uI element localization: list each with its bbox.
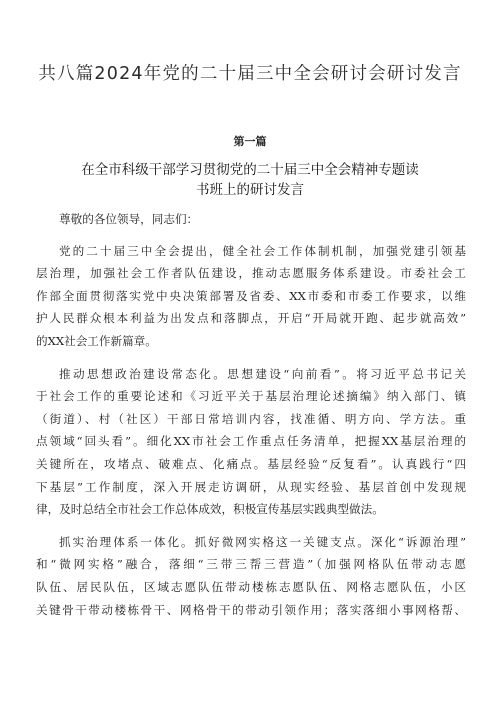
paragraph-line: 党的二十届三中全会提出，健全社会工作体制机制，加强党建引领基 xyxy=(59,243,466,258)
paragraph-line: 层治理，加强社会工作者队伍建设，推动志愿服务体系建设。市委社会工 xyxy=(36,266,466,281)
paragraph-line: 律，及时总结全市社会工作总体成效，积极宣传基层实践典型做法。 xyxy=(36,502,384,517)
paragraph-line: 关键所在，攻堵点、破难点、化痛点。基层经验“反复看”。认真践行“四 xyxy=(36,456,466,471)
paragraph-line: 和“微网实格”融合，落细“三带三帮三营造”（加强网格队伍带动志愿 xyxy=(36,557,466,572)
paragraph-line: 队伍、居民队伍，区域志愿队伍带动楼栋志愿队伍、网格志愿队伍，小区 xyxy=(36,579,466,594)
paragraph-line: 的XX社会工作新篇章。 xyxy=(36,333,157,348)
paragraph-line: 关键骨干带动楼栋骨干、网格骨干的带动引领作用；落实落细小事网格帮、 xyxy=(36,602,466,617)
paragraph-line: 护人民群众根本利益为出发点和落脚点，开启“开局就开跑、起步就高效” xyxy=(36,311,466,326)
paragraph-line: 点领域“回头看”。细化XX市社会工作重点任务清单，把握XX基层治理的 xyxy=(36,434,466,449)
greeting: 尊敬的各位领导，同志们： xyxy=(59,212,199,226)
paragraph-line: 作部全面贯彻落实党中央决策部署及省委、XX市委和市委工作要求，以维 xyxy=(36,288,466,303)
paragraph-line: 推动思想政治建设常态化。思想建设“向前看”。将习近平总书记关 xyxy=(59,366,466,381)
paragraph-line: 于社会工作的重要论述和《习近平关于基层治理论述摘编》纳入部门、镇 xyxy=(36,389,466,404)
paragraph-line: 抓实治理体系一体化。抓好微网实格这一关键支点。深化“诉源治理” xyxy=(59,534,466,549)
chapter-label: 第一篇 xyxy=(233,135,267,148)
paragraph xyxy=(36,363,466,521)
section-title-line: 在全市科级干部学习贯彻党的二十届三中全会精神专题读 xyxy=(81,162,419,178)
paragraph-line: 下基层”工作制度，深入开展走访调研，从现实经验、基层首创中发现规 xyxy=(36,479,466,494)
section-title-line: 书班上的研讨发言 xyxy=(196,182,304,198)
section-title xyxy=(40,160,460,200)
paragraph xyxy=(36,240,466,353)
body-text xyxy=(36,208,466,631)
paragraph xyxy=(36,531,466,621)
document-title: 共八篇2024年党的二十届三中全会研讨会研讨发言 xyxy=(38,64,462,84)
paragraph-line: （街道）、村（社区）干部日常培训内容，找准循、明方向、学方法。重 xyxy=(36,411,466,426)
